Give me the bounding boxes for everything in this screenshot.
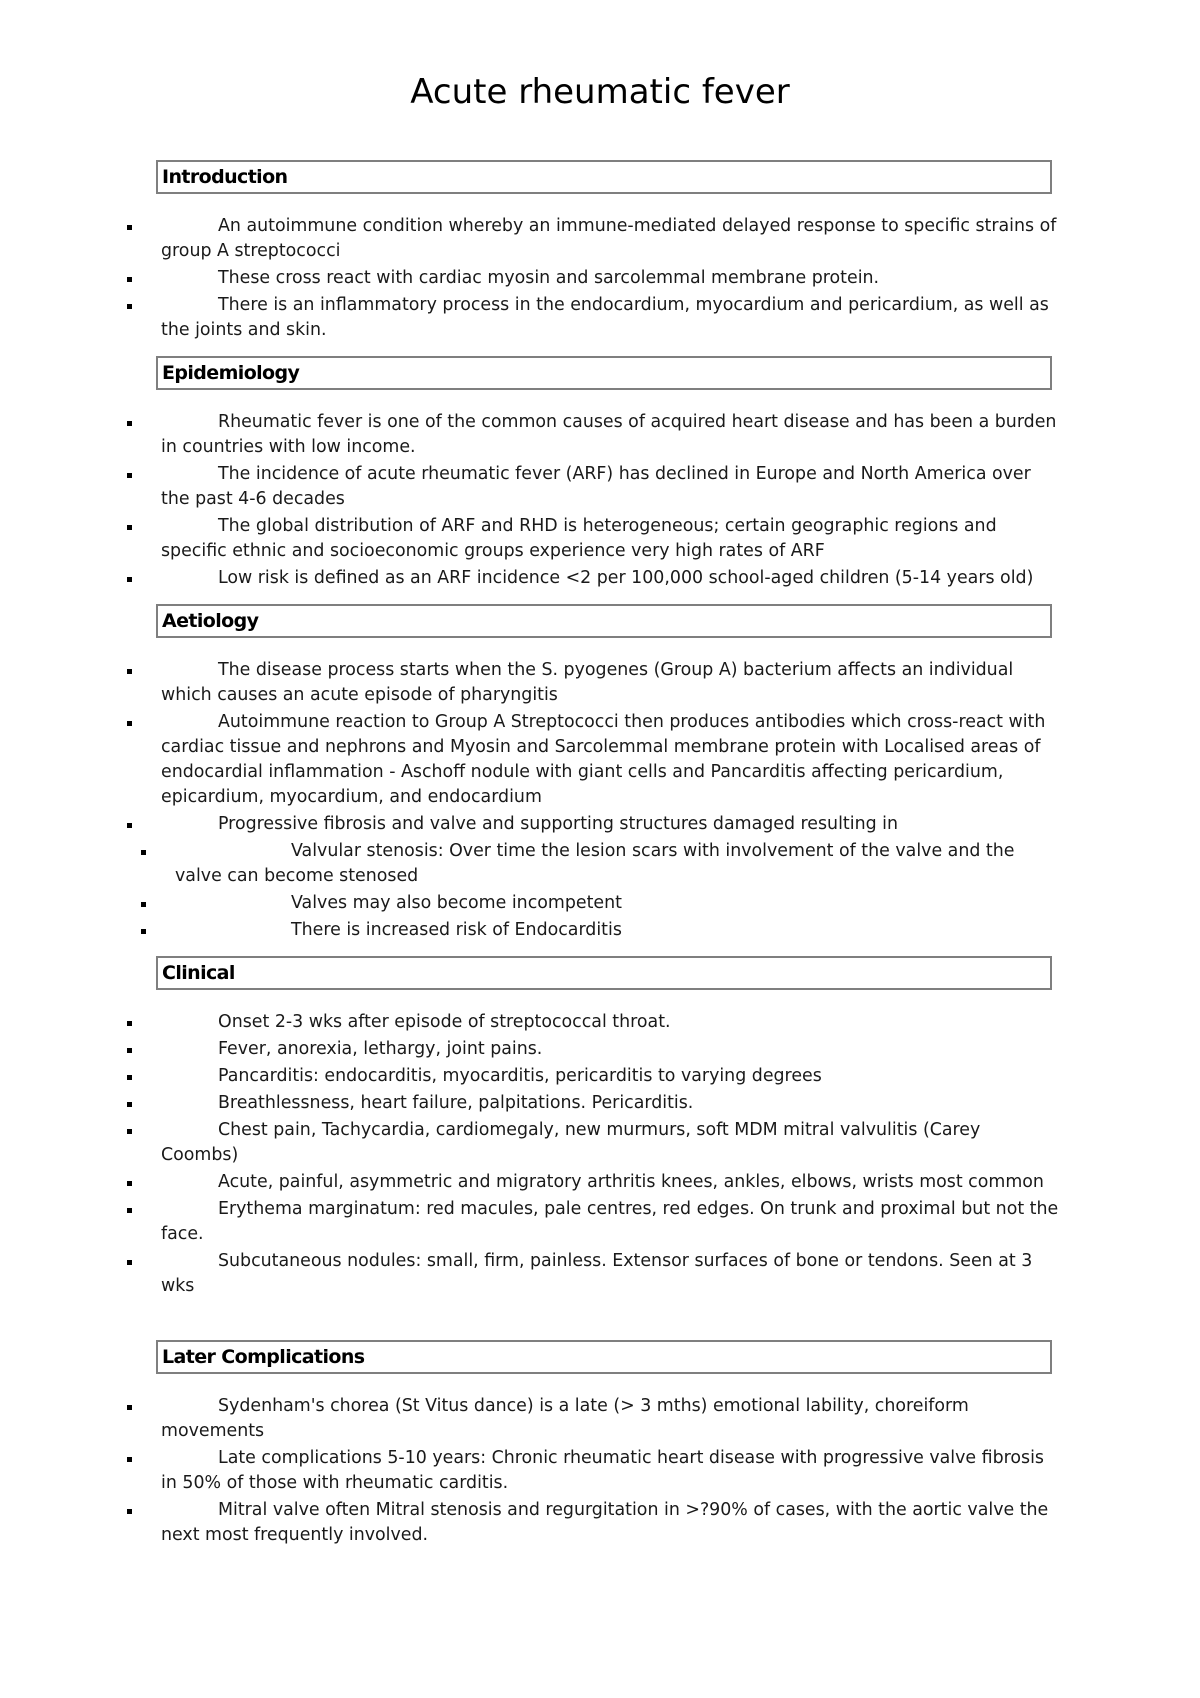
bullet-icon	[127, 1129, 132, 1134]
list-item: Erythema marginatum: red macules, pale centres, red edges. On trunk and proximal but not the face.	[0, 1197, 1200, 1247]
bullet-icon	[127, 473, 132, 478]
list-item: Breathlessness, heart failure, palpitations. Pericarditis.	[0, 1091, 1200, 1116]
section-header-introduction: Introduction	[156, 160, 1052, 194]
list-item: Pancarditis: endocarditis, myocarditis, pericarditis to varying degrees	[0, 1064, 1200, 1089]
list-item: Late complications 5-10 years: Chronic rheumatic heart disease with progressive valve fibrosis in 50% of those with rheumatic carditis.	[0, 1446, 1200, 1496]
section-header-later-complications: Later Complications	[156, 1340, 1052, 1374]
bullet-icon	[127, 1260, 132, 1265]
bullet-icon	[127, 277, 132, 282]
bullet-icon	[127, 304, 132, 309]
bullet-icon	[127, 1075, 132, 1080]
sub-list-item: Valves may also become incompetent	[0, 891, 1200, 916]
list-item: The disease process starts when the S. pyogenes (Group A) bacterium affects an individual which causes an acute episode of pharyngitis	[0, 658, 1200, 708]
section-header-aetiology: Aetiology	[156, 604, 1052, 638]
epidemiology-list	[0, 410, 1200, 593]
bullet-icon	[127, 421, 132, 426]
section-header-epidemiology: Epidemiology	[156, 356, 1052, 390]
introduction-list	[0, 214, 1200, 345]
aetiology-list	[0, 658, 1200, 945]
list-item: Sydenham's chorea (St Vitus dance) is a late (> 3 mths) emotional lability, choreiform movements	[0, 1394, 1200, 1444]
list-item: An autoimmune condition whereby an immune-mediated delayed response to specific strains of group A streptococci	[0, 214, 1200, 264]
section-header-clinical: Clinical	[156, 956, 1052, 990]
list-item: Rheumatic fever is one of the common causes of acquired heart disease and has been a burden in countries with low income.	[0, 410, 1200, 460]
sub-list-item: There is increased risk of Endocarditis	[0, 918, 1200, 943]
later-complications-list	[0, 1394, 1200, 1550]
bullet-icon	[127, 225, 132, 230]
list-item: Autoimmune reaction to Group A Streptococci then produces antibodies which cross-react with cardiac tissue and nephrons and Myosin and Sarcolemmal membrane protein with Localised areas of endocardial inflammation - Aschoff nodule with giant cells and Pancarditis affecting pericardium, epicardium, myocardium, and endocardium	[0, 710, 1200, 810]
bullet-icon	[141, 850, 146, 855]
list-item: Fever, anorexia, lethargy, joint pains.	[0, 1037, 1200, 1062]
bullet-icon	[141, 902, 146, 907]
clinical-list	[0, 1010, 1200, 1301]
bullet-icon	[127, 721, 132, 726]
bullet-icon	[127, 577, 132, 582]
list-item: Chest pain, Tachycardia, cardiomegaly, new murmurs, soft MDM mitral valvulitis (Carey Coombs)	[0, 1118, 1200, 1168]
list-item: The global distribution of ARF and RHD is heterogeneous; certain geographic regions and specific ethnic and socioeconomic groups experience very high rates of ARF	[0, 514, 1200, 564]
list-item: Low risk is defined as an ARF incidence <2 per 100,000 school-aged children (5-14 years old)	[0, 566, 1200, 591]
bullet-icon	[127, 823, 132, 828]
bullet-icon	[141, 929, 146, 934]
bullet-icon	[127, 1509, 132, 1514]
bullet-icon	[127, 1457, 132, 1462]
bullet-icon	[127, 1021, 132, 1026]
list-item: Mitral valve often Mitral stenosis and regurgitation in >?90% of cases, with the aortic valve the next most frequently involved.	[0, 1498, 1200, 1548]
list-item: There is an inflammatory process in the endocardium, myocardium and pericardium, as well as the joints and skin.	[0, 293, 1200, 343]
bullet-icon	[127, 1181, 132, 1186]
bullet-icon	[127, 525, 132, 530]
bullet-icon	[127, 1102, 132, 1107]
sub-list-item: Valvular stenosis: Over time the lesion scars with involvement of the valve and the valve can become stenosed	[0, 839, 1200, 889]
bullet-icon	[127, 669, 132, 674]
list-item: Subcutaneous nodules: small, firm, painless. Extensor surfaces of bone or tendons. Seen at 3 wks	[0, 1249, 1200, 1299]
bullet-icon	[127, 1405, 132, 1410]
list-item: These cross react with cardiac myosin and sarcolemmal membrane protein.	[0, 266, 1200, 291]
list-item: The incidence of acute rheumatic fever (ARF) has declined in Europe and North America over the past 4-6 decades	[0, 462, 1200, 512]
list-item: Acute, painful, asymmetric and migratory arthritis knees, ankles, elbows, wrists most common	[0, 1170, 1200, 1195]
bullet-icon	[127, 1208, 132, 1213]
list-item: Onset 2-3 wks after episode of streptococcal throat.	[0, 1010, 1200, 1035]
page-title: Acute rheumatic fever	[410, 72, 790, 112]
bullet-icon	[127, 1048, 132, 1053]
list-item: Progressive fibrosis and valve and supporting structures damaged resulting in	[0, 812, 1200, 837]
